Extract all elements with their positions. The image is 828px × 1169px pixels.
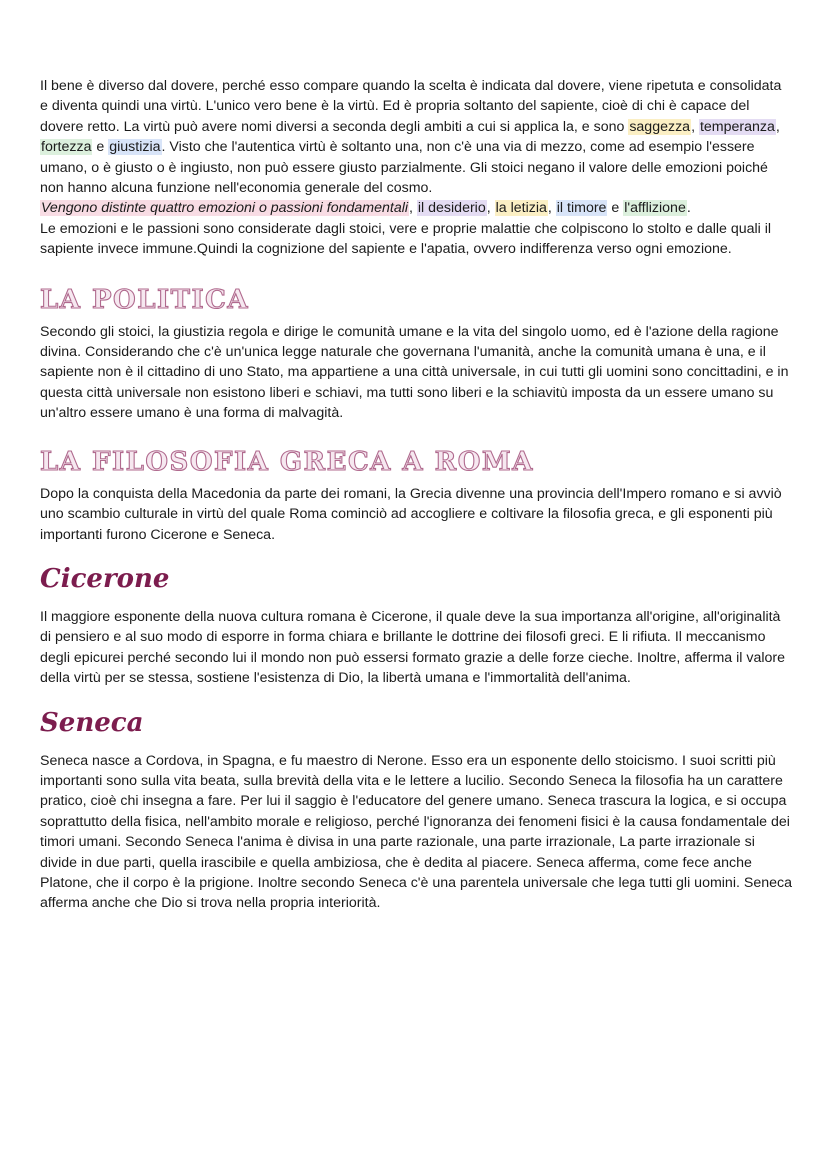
passion-afflizione: l'afflizione xyxy=(624,200,686,217)
separator: , xyxy=(775,118,780,135)
politica-paragraph: Secondo gli stoici, la giustizia regola e dirige le comunità umane e la vita del singolo uomo, ed è l'azione della ragione divina. Considerando che c'è un'unica legge naturale che governana l'umanità, anche la comunità umana è una, e il sapiente non è il cittadino di uno Stato, ma appartiene a una città universale, in cui tutti gli uomini sono concittadini, e in questa città universale non esistono liberi e schiavi, ma tutti sono liberi e la schiavitù imposta da un essere umano su un'altro essere umano è una forma di malvagità. xyxy=(40,323,789,422)
virtue-saggezza: saggezza xyxy=(629,118,691,135)
roma-paragraph: Dopo la conquista della Macedonia da parte dei romani, la Grecia divenne una provincia dell'Impero romano e si avviò uno scambio culturale in virtù del quale Roma cominciò ad accogliere e coltivare la filosofia greca, e gli esponenti più importanti furono Cicerone e Seneca. xyxy=(40,485,782,543)
virtue-fortezza: fortezza xyxy=(41,139,92,156)
passions-intro: Vengono distinte quattro emozioni o passioni fondamentali xyxy=(41,200,409,217)
heading-cicerone: Cicerone xyxy=(40,563,170,594)
separator: , xyxy=(409,200,417,217)
separator: , xyxy=(691,118,699,135)
separator: , xyxy=(486,200,495,217)
heading-seneca: Seneca xyxy=(40,707,144,738)
intro-sentence-1: Il bene è diverso dal dovere, perché esso compare quando la scelta è indicata dal dovere, viene ripetuta e consolidata e diventa quindi una virtù. L'unico vero bene è la virtù. Ed è propria soltanto del sapiente, cioè di chi è capace del dovere retto. La virtù può avere nomi diversi a seconda degli ambiti a cui si applica la, e sono xyxy=(40,78,782,135)
virtue-temperanza: temperanza xyxy=(699,118,775,135)
cicerone-paragraph: Il maggiore esponente della nuova cultura romana è Cicerone, il quale deve la sua importanza all'origine, all'originalità di pensiero e al suo modo di esporre in forma chiara e brillante le dottrine dei filosofi greci. E li rifiuta. Il meccanismo degli epicurei perché secondo lui il mondo non può essersi formato grazie a delle forze cieche. Inoltre, afferma il valore della virtù per se stessa, sostiene l'esistenza di Dio, la libertà umana e l'immortalità dell'anima. xyxy=(40,608,785,687)
passion-desiderio: il desiderio xyxy=(417,200,486,217)
separator: e xyxy=(607,200,624,217)
passion-timore: il timore xyxy=(556,200,607,217)
intro-paragraph xyxy=(40,76,792,260)
document-page xyxy=(40,76,792,914)
heading-politica: LA POLITICA xyxy=(40,284,250,315)
separator: . xyxy=(686,200,691,217)
intro-sentence-3: Le emozioni e le passioni sono considerate dagli stoici, vere e proprie malattie che colpiscono lo stolto e dalle quali il sapiente invece immune.Quindi la cognizione del sapiente e l'apatia, ovvero indifferenza verso ogni emozione. xyxy=(40,220,772,258)
heading-filosofia-greca-roma: LA FILOSOFIA GRECA A ROMA xyxy=(40,446,534,477)
separator: , xyxy=(547,200,556,217)
passion-letizia: la letizia xyxy=(495,200,547,217)
virtue-giustizia: giustizia xyxy=(109,139,161,156)
separator: e xyxy=(92,139,109,156)
seneca-paragraph: Seneca nasce a Cordova, in Spagna, e fu maestro di Nerone. Esso era un esponente dello stoicismo. I suoi scritti più importanti sono sulla vita beata, sulla brevità della vita e le lettere a lucilio. Secondo Seneca la filosofia ha un carattere pratico, cioè chi insegna a fare. Per lui il saggio è l'educatore del genere umano. Seneca trascura la logica, e si occupa soprattutto della fisica, nell'ambito morale e religioso, perché l'ignoranza dei fenomeni fisici è la causa fondamentale dei timori umani. Secondo Seneca l'anima è divisa in una parte razionale, una parte irrazionale, La parte irrazionale si divide in due parti, quella irascibile e quella ambiziosa, che è dedita al piacere. Seneca afferma, come fece anche Platone, che il corpo è la prigione. Inoltre secondo Seneca c'è una parentela universale che lega tutti gli uomini. Seneca afferma anche che Dio si trova nella propria interiorità. xyxy=(40,752,792,912)
intro-sentence-2: . Visto che l'autentica virtù è soltanto una, non c'è una via di mezzo, come ad esempio l'essere umano, o è giusto o è ingiusto, non può essere giusto parzialmente. Gli stoici negano il valore delle emozioni poiché non hanno alcuna funzione nell'economia generale del cosmo. xyxy=(40,139,768,197)
